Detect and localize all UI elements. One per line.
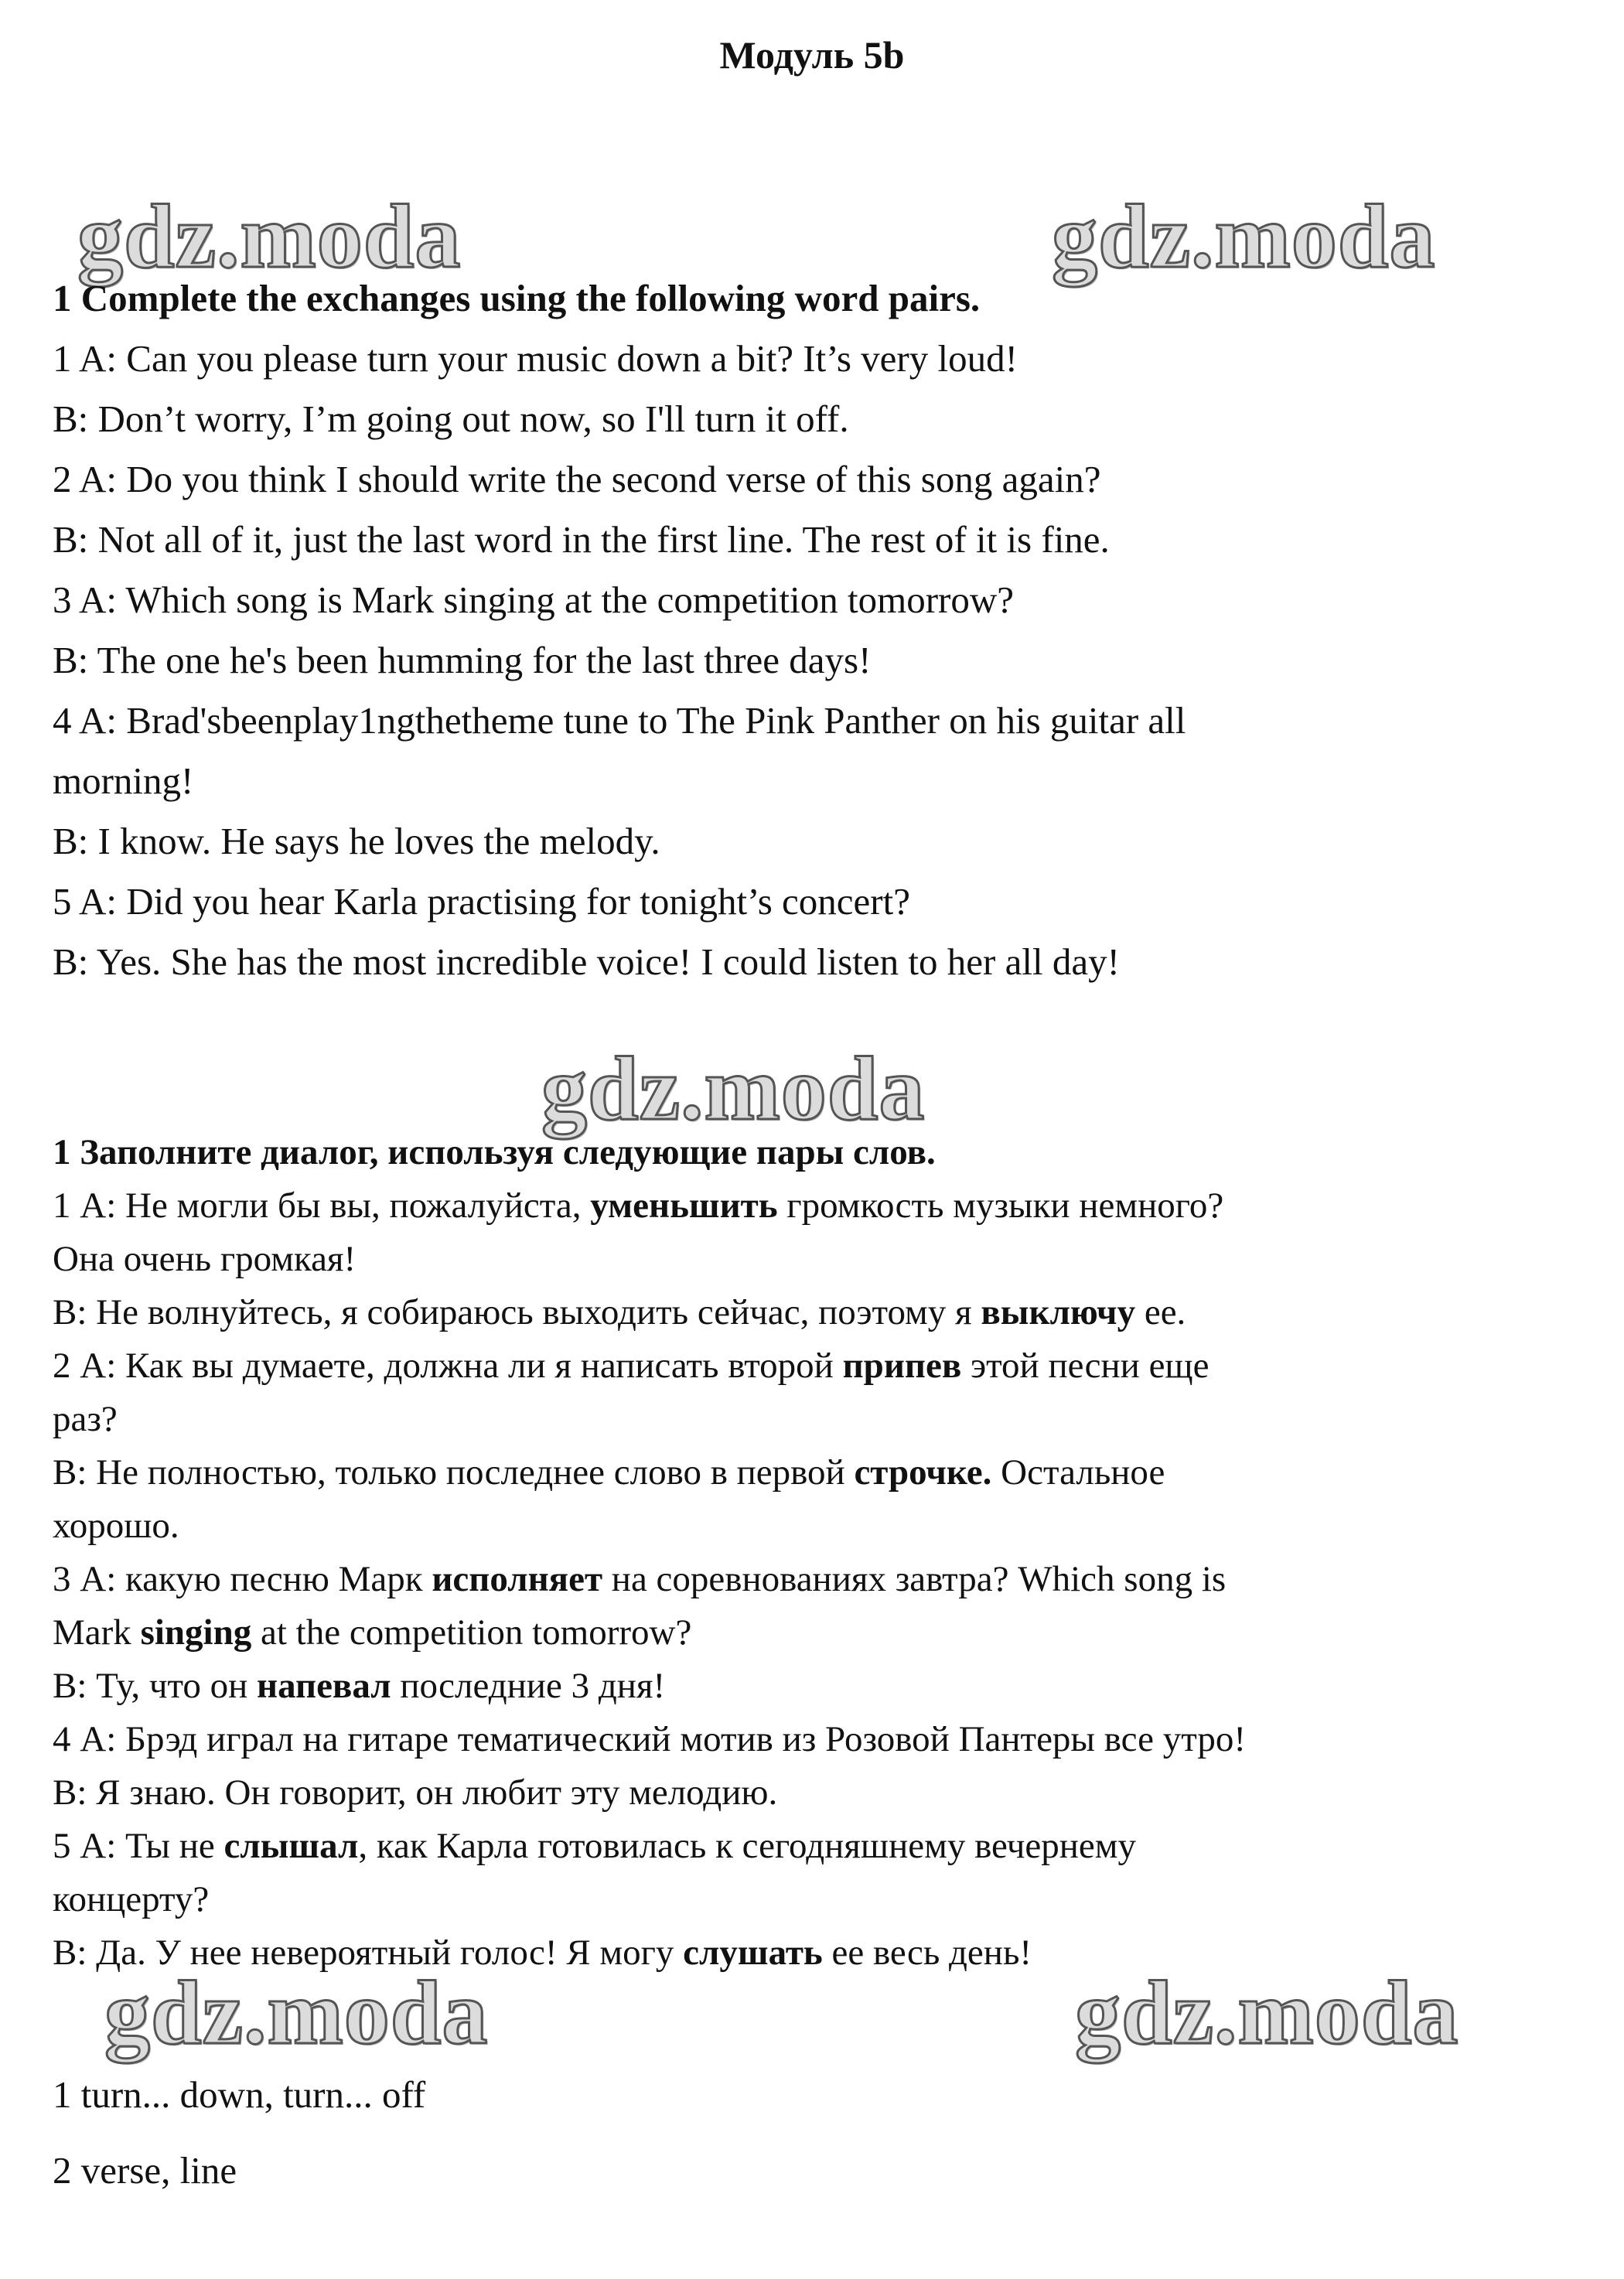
- dialog-line: В: Да. У нее невероятный голос! Я могу слушать ее весь день!: [53, 1933, 1032, 1973]
- dialog-line: В: Ту, что он напевал последние 3 дня!: [53, 1666, 666, 1706]
- dialog-line: 1 A: Can you please turn your music down a bit? It’s very loud!: [53, 337, 1018, 380]
- dialog-line: концерту?: [53, 1879, 210, 1919]
- dialog-line: B: Don’t worry, I’m going out now, so I'll turn it off.: [53, 397, 849, 440]
- dialog-line: 5 A: Did you hear Karla practising for tonight’s concert?: [53, 880, 910, 923]
- highlighted-word: слышал: [223, 1826, 359, 1866]
- dialog-line: 1 А: Не могли бы вы, пожалуйста, уменьшить громкость музыки немного?: [53, 1186, 1224, 1226]
- dialog-line: morning!: [53, 759, 194, 802]
- dialog-line: Mark singing at the competition tomorrow?: [53, 1612, 692, 1653]
- dialog-line: B: The one he's been humming for the last three days!: [53, 639, 872, 681]
- page-title: Модуль 5b: [719, 33, 905, 77]
- dialog-line: 4 А: Брэд играл на гитаре тематический мотив из Розовой Пантеры все утро!: [53, 1719, 1246, 1759]
- highlighted-word: напевал: [257, 1666, 391, 1706]
- dialog-line: 3 A: Which song is Mark singing at the competition tomorrow?: [53, 578, 1014, 621]
- highlighted-word: уменьшить: [590, 1186, 778, 1226]
- dialog-line: Она очень громкая!: [53, 1239, 357, 1279]
- answer-line: 1 turn... down, turn... off: [53, 2073, 426, 2116]
- highlighted-word: слушать: [683, 1933, 823, 1973]
- watermark: gdz.moda: [1052, 186, 1436, 287]
- answer-line: 2 verse, line: [53, 2149, 237, 2192]
- watermark: gdz.moda: [104, 1962, 489, 2063]
- dialog-line: 2 A: Do you think I should write the second verse of this song again?: [53, 458, 1101, 500]
- highlighted-word: выключу: [981, 1292, 1136, 1332]
- highlighted-word: singing: [140, 1612, 252, 1653]
- exercise-heading: 1 Complete the exchanges using the following word pairs.: [53, 277, 981, 319]
- english-exercise: [53, 268, 1568, 992]
- watermark: gdz.moda: [77, 186, 462, 287]
- dialog-line: 3 А: какую песню Марк исполняет на соревнованиях завтра? Which song is: [53, 1559, 1227, 1599]
- dialog-line: B: Yes. She has the most incredible voice! I could listen to her all day!: [53, 940, 1120, 983]
- dialog-line: 2 А: Как вы думаете, должна ли я написать второй припев этой песни еще: [53, 1346, 1209, 1386]
- dialog-line: раз?: [53, 1399, 118, 1439]
- watermark: gdz.moda: [1075, 1962, 1459, 2063]
- highlighted-word: строчке.: [854, 1452, 992, 1493]
- exercise-heading: 1 Заполните диалог, используя следующие пары слов.: [53, 1132, 936, 1172]
- dialog-line: 5 А: Ты не слышал, как Карла готовилась к сегодняшнему вечернему: [53, 1826, 1136, 1866]
- dialog-line: B: Not all of it, just the last word in the first line. The rest of it is fine.: [53, 518, 1110, 561]
- dialog-line: В: Не волнуйтесь, я собираюсь выходить сейчас, поэтому я выключу ее.: [53, 1292, 1186, 1332]
- dialog-line: 4 A: Brad'sbeenplay1ngthetheme tune to The Pink Panther on his guitar all: [53, 699, 1186, 742]
- watermark: gdz.moda: [541, 1038, 926, 1139]
- highlighted-word: исполняет: [432, 1559, 603, 1599]
- dialog-line: В: Я знаю. Он говорит, он любит эту мелодию.: [53, 1772, 778, 1813]
- dialog-line: хорошо.: [53, 1506, 179, 1546]
- dialog-line: B: I know. He says he loves the melody.: [53, 820, 660, 862]
- dialog-line: В: Не полностью, только последнее слово в первой строчке. Остальное: [53, 1452, 1165, 1493]
- highlighted-word: припев: [842, 1346, 962, 1386]
- russian-exercise: [53, 1126, 1568, 1980]
